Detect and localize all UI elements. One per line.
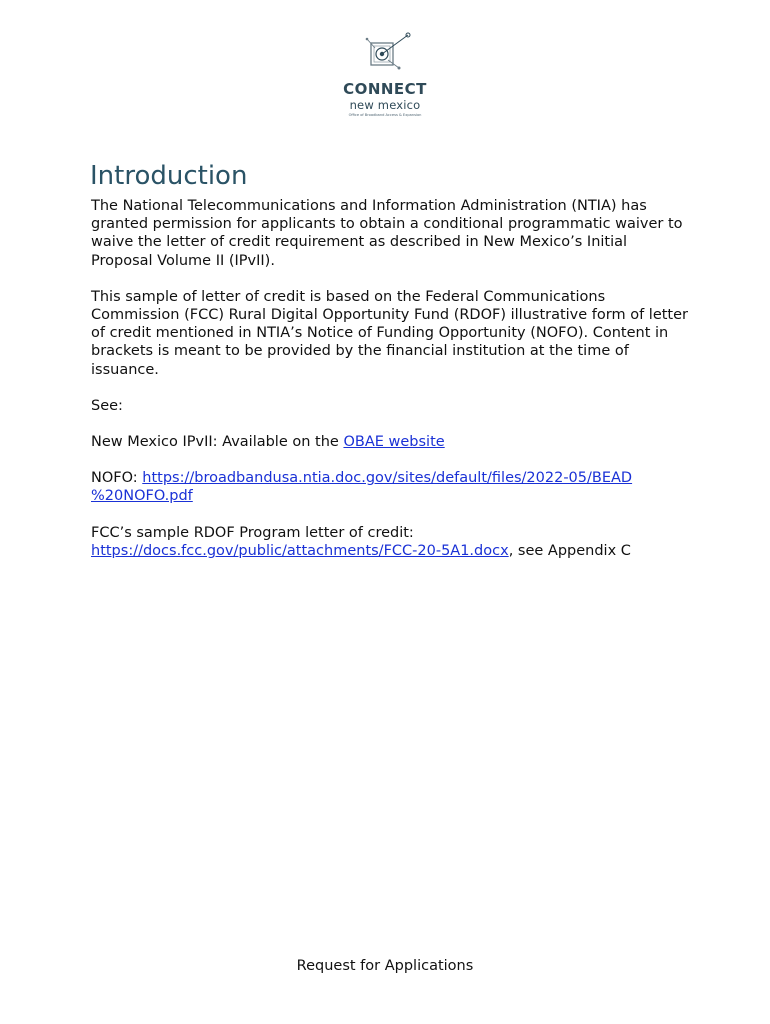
fcc-link[interactable]: https://docs.fcc.gov/public/attachments/FCC-20-5A1.docx <box>91 542 509 559</box>
page-footer: Request for Applications <box>296 958 474 974</box>
logo-connect-text: CONNECT <box>343 80 427 98</box>
sample-description-paragraph: This sample of letter of credit is based on the Federal Communications Commission (FCC) Rural Digital Opportunity Fund (RDOF) illustrative form of letter of credit mentioned in NTIA’s Notice of Funding Opportunity (NOFO). Content in brackets is meant to be provided by the financial institution at the time of issuance. <box>91 288 688 378</box>
logo-new-mexico-text: new mexico <box>349 98 421 112</box>
nofo-reference <box>91 469 691 505</box>
fcc-suffix: , see Appendix C <box>508 542 631 559</box>
see-label: See: <box>91 397 123 414</box>
nofo-link-line1[interactable]: https://broadbandusa.ntia.doc.gov/sites/default/files/2022-05/BEAD <box>142 470 633 487</box>
nofo-link-line2[interactable]: %20NOFO.pdf <box>91 488 193 505</box>
ipvii-label: New Mexico IPvII: Available on the <box>91 434 344 451</box>
page-title: Introduction <box>90 161 248 191</box>
logo-tagline: Office of Broadband Access & Expansion <box>348 113 422 117</box>
nofo-label: NOFO: <box>91 470 143 487</box>
intro-paragraph: The National Telecommunications and Information Administration (NTIA) has granted permission for applicants to obtain a conditional programmatic waiver to waive the letter of credit requirement as described in New Mexico’s Initial Proposal Volume II (IPvII). <box>91 198 683 269</box>
connect-new-mexico-logo-icon <box>355 30 415 78</box>
nofo-link[interactable] <box>91 470 632 504</box>
connect-new-mexico-logo <box>340 30 430 120</box>
ipvii-reference <box>91 433 691 451</box>
obae-website-link[interactable]: OBAE website <box>343 434 445 451</box>
fcc-reference <box>91 524 691 560</box>
fcc-label: FCC’s sample RDOF Program letter of credit: <box>91 524 414 541</box>
document-body <box>91 197 691 578</box>
